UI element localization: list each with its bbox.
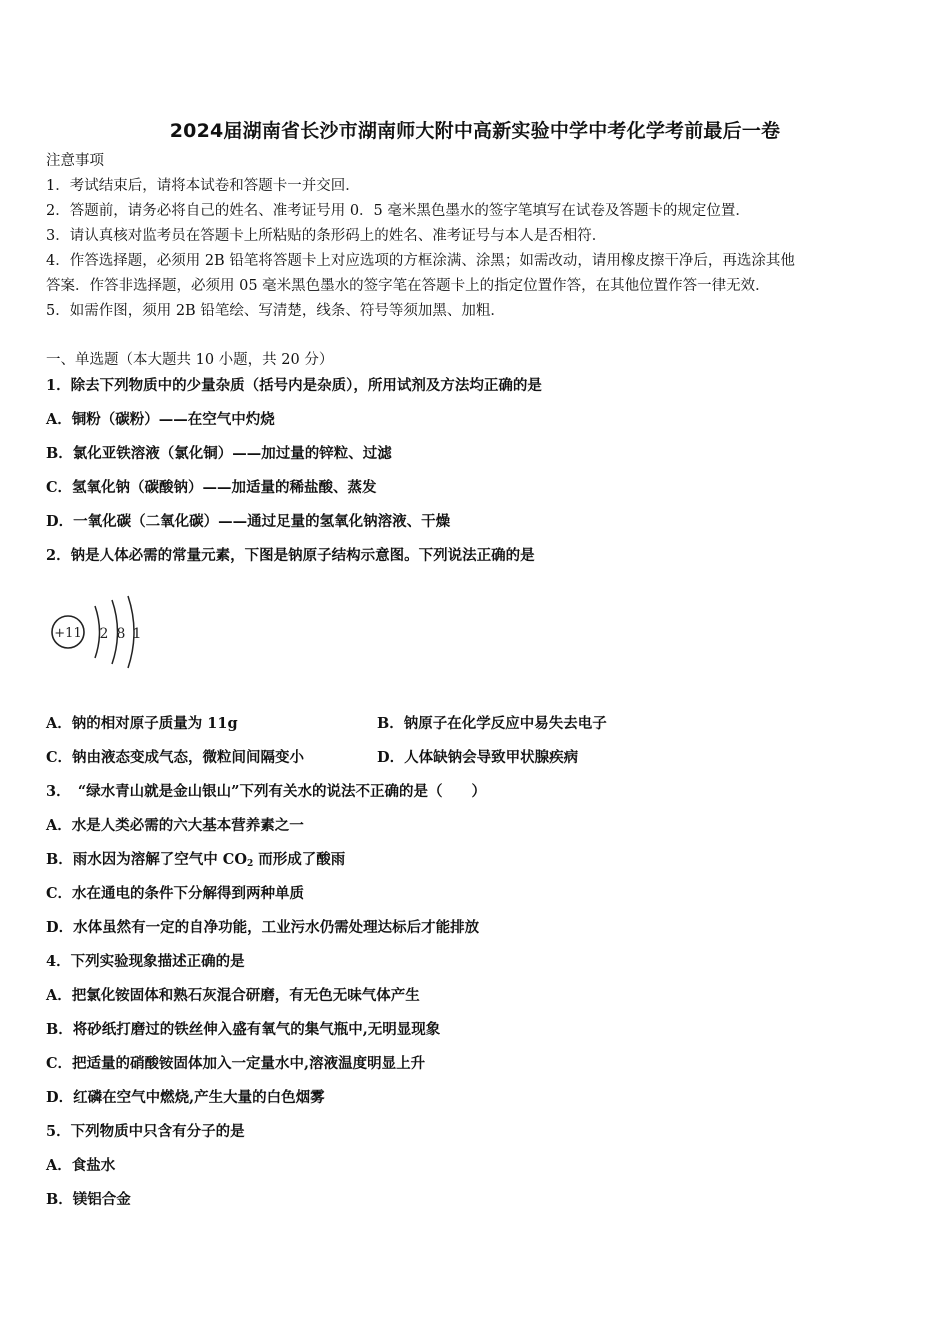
question-5-stem: 5．下列物质中只含有分子的是 <box>46 1123 245 1140</box>
question-1-option-a: A．铜粉（碳粉）——在空气中灼烧 <box>46 411 275 428</box>
section-heading: 一、单选题（本大题共 10 小题，共 20 分） <box>46 352 334 368</box>
question-5-option-a: A．食盐水 <box>46 1157 116 1174</box>
question-1-stem: 1．除去下列物质中的少量杂质（括号内是杂质），所用试剂及方法均正确的是 <box>46 377 542 394</box>
shell-electron-count: 1 <box>132 626 142 642</box>
question-4-option-b: B．将砂纸打磨过的铁丝伸入盛有氧气的集气瓶中,无明显现象 <box>46 1021 441 1038</box>
notice-heading: 注意事项 <box>46 153 104 169</box>
subscript: 2 <box>246 859 254 869</box>
question-1-option-c: C．氢氧化钠（碳酸钠）——加适量的稀盐酸、蒸发 <box>46 479 377 496</box>
question-2-stem: 2．钠是人体必需的常量元素，下图是钠原子结构示意图。下列说法正确的是 <box>46 547 535 564</box>
question-3-option-d: D．水体虽然有一定的自净功能，工业污水仍需处理达标后才能排放 <box>46 919 480 936</box>
question-5-option-b: B．镁铝合金 <box>46 1191 131 1208</box>
page-title: 2024届湖南省长沙市湖南师大附中高新实验中学中考化学考前最后一卷 <box>169 120 781 142</box>
question-2-option-c: C．钠由液态变成气态，微粒间间隔变小 <box>46 749 305 766</box>
question-2-option-b: B．钠原子在化学反应中易失去电子 <box>377 715 607 732</box>
option-text: B．雨水因为溶解了空气中 CO <box>46 851 247 868</box>
notice-item: 4．作答选择题，必须用 2B 铅笔将答题卡上对应选项的方框涂满、涂黑；如需改动，请用橡皮擦干净后，再选涂其他 <box>46 253 795 269</box>
nucleus-charge-label: +11 <box>54 626 82 641</box>
notice-item: 1．考试结束后，请将本试卷和答题卡一并交回． <box>46 178 360 194</box>
question-2-option-a: A．钠的相对原子质量为 11g <box>46 715 238 732</box>
question-1-option-b: B．氯化亚铁溶液（氯化铜）——加过量的锌粒、过滤 <box>46 445 392 462</box>
question-3-stem: 3． “绿水青山就是金山银山”下列有关水的说法不正确的是（ ） <box>46 783 487 800</box>
question-4-stem: 4．下列实验现象描述正确的是 <box>46 953 245 970</box>
question-2-option-d: D．人体缺钠会导致甲状腺疾病 <box>377 749 579 766</box>
option-text: 而形成了酸雨 <box>253 851 346 868</box>
notice-item: 3．请认真核对监考员在答题卡上所粘贴的条形码上的姓名、准考证号与本人是否相符． <box>46 228 607 244</box>
notice-item: 答案．作答非选择题，必须用 05 毫米黑色墨水的签字笔在答题卡上的指定位置作答，在其他位置作答一律无效． <box>46 278 770 294</box>
question-1-option-d: D．一氧化碳（二氧化碳）——通过足量的氢氧化钠溶液、干燥 <box>46 513 451 530</box>
question-4-option-a: A．把氯化铵固体和熟石灰混合研磨，有无色无味气体产生 <box>46 987 420 1004</box>
notice-item: 2．答题前，请务必将自己的姓名、准考证号用 0．5 毫米黑色墨水的签字笔填写在试卷及答题卡的规定位置． <box>46 203 750 219</box>
question-3-option-b <box>46 850 345 874</box>
shell-electron-count: 2 <box>99 626 109 642</box>
question-3-option-a: A．水是人类必需的六大基本营养素之一 <box>46 817 304 834</box>
question-4-option-c: C．把适量的硝酸铵固体加入一定量水中,溶液温度明显上升 <box>46 1055 426 1072</box>
shell-electron-count: 8 <box>116 626 126 642</box>
notice-item: 5．如需作图，须用 2B 铅笔绘、写清楚，线条、符号等须加黑、加粗． <box>46 303 505 319</box>
question-4-option-d: D．红磷在空气中燃烧,产生大量的白色烟雾 <box>46 1089 325 1106</box>
sodium-atom-diagram <box>46 592 146 674</box>
question-3-option-c: C．水在通电的条件下分解得到两种单质 <box>46 885 305 902</box>
